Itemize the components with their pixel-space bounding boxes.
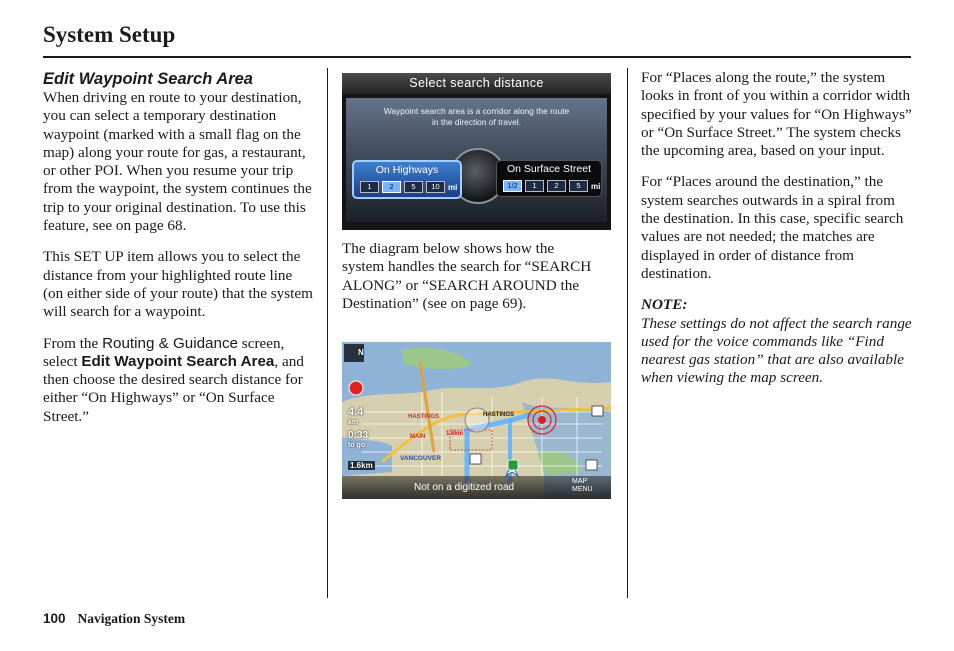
distance-value: 4.4 — [348, 406, 364, 418]
time-unit: to go — [348, 442, 366, 449]
edit-waypoint-term: Edit Waypoint Search Area — [81, 352, 275, 370]
page-footer — [43, 611, 185, 627]
instruction-text: From the — [43, 334, 103, 352]
map-scale[interactable]: 1.6km — [350, 461, 373, 470]
map-city-label: VANCOUVER — [400, 455, 442, 462]
value-chip[interactable]: 5 — [569, 180, 588, 192]
value-chip-selected[interactable]: 1/2 — [503, 180, 522, 192]
note-body: These settings do not affect the search range used for the voice commands like “Find nearest gas station” that are also available when viewing the map screen. — [641, 314, 912, 387]
map-menu-button[interactable] — [572, 478, 593, 493]
north-indicator-icon[interactable]: N — [358, 348, 364, 357]
page-title: System Setup — [43, 22, 176, 47]
footer-label: Navigation System — [77, 611, 186, 626]
column-divider-right — [627, 68, 628, 598]
screen-header: Select search distance — [342, 73, 611, 94]
on-highways-option[interactable] — [352, 160, 462, 199]
on-surface-street-option[interactable] — [496, 160, 602, 197]
value-chip[interactable]: 10 — [426, 181, 445, 193]
surface-values — [503, 180, 600, 192]
page-number: 100 — [43, 611, 66, 626]
time-value: 0:33 — [348, 430, 369, 441]
left-column — [43, 69, 315, 426]
corridor-scale-label: 1.6km — [446, 431, 464, 437]
diagram-caption: The diagram below shows how the system handles the search for “SEARCH ALONG” or “SEARCH AROUND the Destination” (see on page 69). — [342, 240, 592, 312]
street-label: MAIN — [410, 434, 426, 440]
distance-unit: km — [348, 419, 359, 426]
street-label: HASTINGS — [408, 414, 440, 420]
setup-paragraph: This SET UP item allows you to select the distance from your highlighted route line (on either side of your route) that the system will search for a waypoint. — [43, 248, 313, 321]
map-button-label: MAP — [572, 478, 588, 485]
unit-label: mi — [448, 182, 458, 192]
middle-caption — [342, 240, 592, 313]
instruction-paragraph — [43, 335, 315, 426]
value-chip[interactable]: 1 — [360, 181, 379, 193]
value-chip[interactable]: 1 — [525, 180, 544, 192]
right-column — [641, 69, 913, 388]
value-chip[interactable]: 5 — [404, 181, 423, 193]
routing-guidance-term: Routing & Guidance — [102, 334, 238, 352]
instruction-text: , and then choose the desired search distance for either “On Highways” or “On Surface Street.” — [43, 352, 304, 425]
description-line: Waypoint search area is a corridor along the route — [383, 106, 570, 116]
column-divider-left — [327, 68, 328, 598]
map-screenshot — [342, 342, 611, 499]
places-around-destination-paragraph: For “Places around the destination,” the system searches outwards in a spiral from the destination. In this case, specific search values are not needed; the matches are displayed in order of distance from destination. — [641, 173, 904, 282]
highways-values — [360, 181, 457, 193]
screen-description — [346, 106, 607, 128]
description-line: in the direction of travel. — [432, 117, 521, 127]
screen-body — [346, 98, 607, 222]
value-chip[interactable]: 2 — [547, 180, 566, 192]
note-heading: NOTE: — [641, 296, 688, 314]
value-chip-selected[interactable]: 2 — [382, 181, 401, 193]
option-label: On Highways — [375, 164, 439, 176]
map-status-text: Not on a digitized road — [414, 482, 515, 493]
intro-paragraph: When driving en route to your destination, you can select a temporary destination waypoint (marked with a small flag on the map) along your route for gas, a restaurant, or other POI. When you resume your trip from the waypoint, the system continues the trip to your original destination. To use this feature, see on page 68. — [43, 89, 312, 235]
option-label: On Surface Street — [506, 163, 592, 175]
unit-label: mi — [591, 181, 601, 191]
menu-button-label: MENU — [572, 485, 593, 493]
places-along-route-paragraph: For “Places along the route,” the system looks in front of you within a corridor width specified by your values for “On Highways” or “On Surface Street.” The system checks the upcoming area, based on your input. — [641, 69, 912, 160]
search-distance-screenshot — [342, 73, 611, 230]
title-rule — [43, 56, 911, 58]
instruction-text: screen, select — [43, 334, 285, 370]
section-heading: Edit Waypoint Search Area — [43, 70, 253, 88]
map-place-label: HASTINGS — [483, 412, 515, 418]
